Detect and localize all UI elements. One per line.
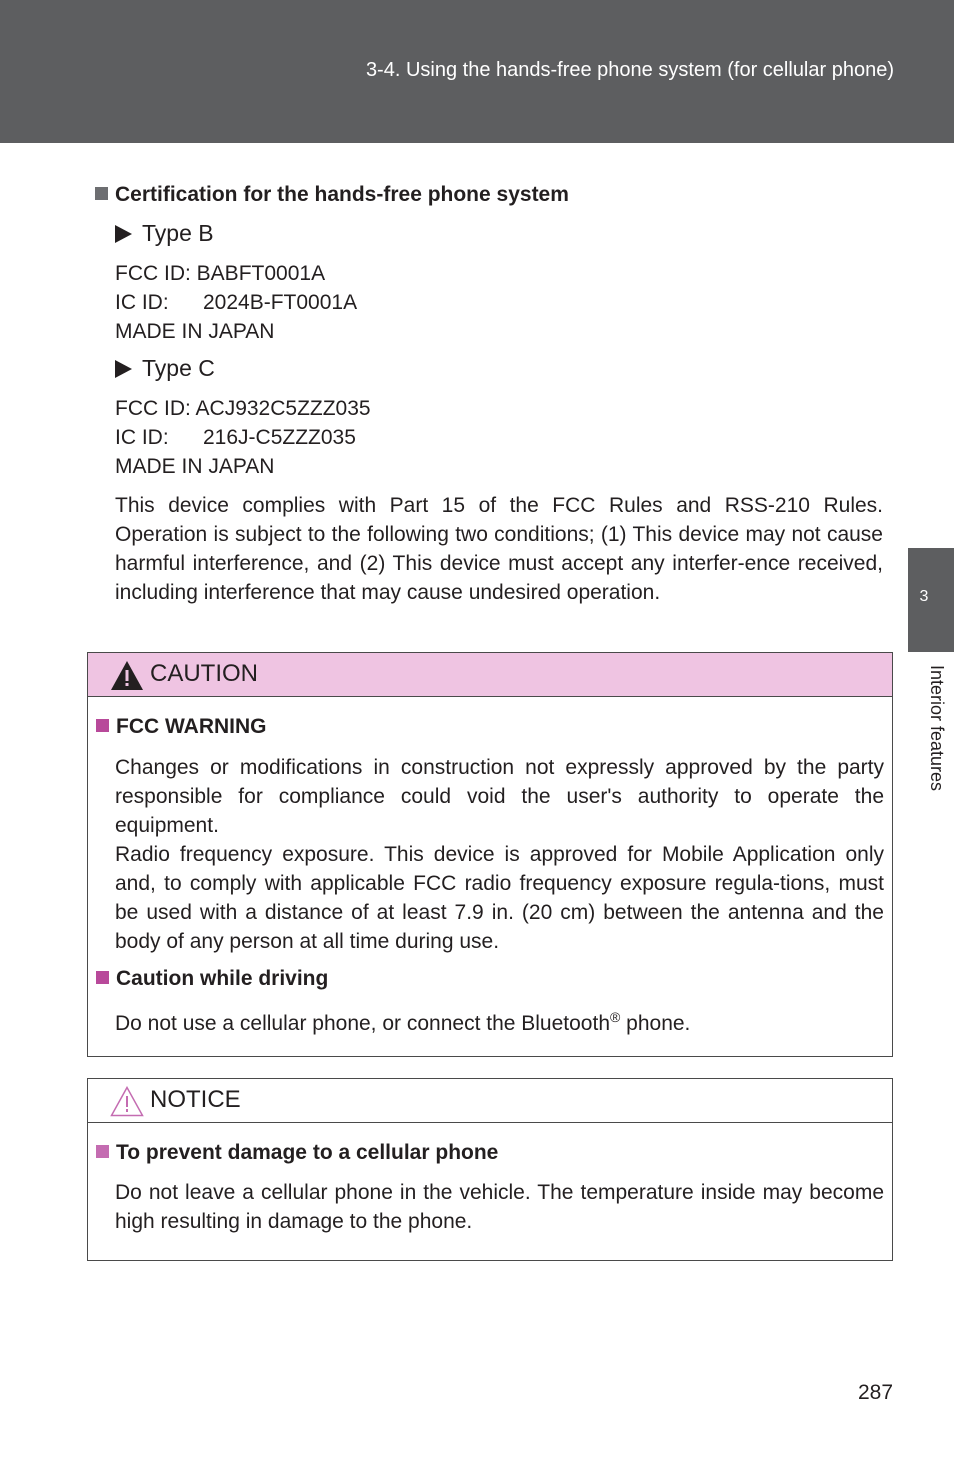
caution-title: CAUTION (150, 660, 258, 687)
fcc-warning-heading-text: FCC WARNING (116, 715, 267, 738)
certification-heading (95, 183, 569, 207)
page-header (0, 0, 954, 143)
chapter-number: 3 (919, 588, 929, 605)
warning-triangle-icon (110, 1086, 144, 1117)
driving-text-pre: Do not use a cellular phone, or connect the Bluetooth (115, 1012, 610, 1035)
type-b-made: MADE IN JAPAN (115, 320, 275, 343)
square-bullet-icon (96, 1145, 109, 1158)
ic-label: IC ID: (115, 291, 169, 314)
notice-title: NOTICE (150, 1086, 241, 1113)
fcc-warning-text-2: Radio frequency exposure. This device is approved for Mobile Application only and, to comply with applicable FCC radio frequency exposure regula-tions, must be used with a distance of at least 7.9 in. (20 cm) between the antenna and the body of any person at all time during use. (115, 843, 884, 953)
type-b-specs (115, 259, 357, 346)
fcc-label: FCC ID: (115, 397, 191, 420)
type-c-heading (115, 355, 215, 382)
driving-heading-text: Caution while driving (116, 967, 329, 990)
notice-box (87, 1078, 893, 1261)
play-arrow-icon (115, 360, 132, 378)
square-bullet-icon (95, 187, 108, 200)
driving-text (115, 1003, 884, 1038)
type-c-specs (115, 394, 371, 481)
ic-value: 2024B-FT0001A (203, 291, 358, 314)
type-c-label: Type C (142, 355, 215, 381)
fcc-value: ACJ932C5ZZZ035 (195, 397, 371, 420)
page-number: 287 (858, 1381, 894, 1404)
notice-text: Do not leave a cellular phone in the vehicle. The temperature inside may become high resulting in damage to the phone. (115, 1181, 884, 1233)
chapter-tab (908, 548, 954, 652)
notice-heading (96, 1141, 498, 1165)
fcc-warning-text (115, 753, 884, 956)
fcc-value: BABFT0001A (196, 262, 326, 285)
driving-heading (96, 967, 328, 991)
ic-label: IC ID: (115, 426, 169, 449)
fcc-warning-heading (96, 715, 267, 739)
caution-header (88, 653, 892, 697)
type-b-label: Type B (142, 220, 214, 246)
type-b-heading (115, 220, 214, 247)
type-c-made: MADE IN JAPAN (115, 455, 275, 478)
type-b-fcc-row (115, 259, 357, 288)
notice-heading-text: To prevent damage to a cellular phone (116, 1141, 499, 1164)
ic-value: 216J-C5ZZZ035 (203, 426, 356, 449)
compliance-paragraph: This device complies with Part 15 of the FCC Rules and RSS-210 Rules. Operation is subject to the following two conditions; (1) This device may not cause harmful interference, and (2) This device must accept any interfer-ence received, including interference that may cause undesired operation. (115, 494, 883, 604)
fcc-warning-text-1: Changes or modifications in construction not expressly approved by the party responsible for compliance could void the user's authority to operate the equipment. (115, 756, 884, 837)
registered-mark: ® (610, 1009, 621, 1025)
caution-box (87, 652, 893, 1057)
square-bullet-icon (96, 971, 109, 984)
type-c-fcc-row (115, 394, 371, 423)
square-bullet-icon (96, 719, 109, 732)
play-arrow-icon (115, 225, 132, 243)
type-c-ic-row (115, 423, 371, 452)
chapter-label: Interior features (927, 665, 947, 792)
driving-text-post: phone. (620, 1012, 691, 1035)
fcc-label: FCC ID: (115, 262, 191, 285)
certification-heading-text: Certification for the hands-free phone system (115, 183, 569, 206)
section-title: 3-4. Using the hands-free phone system (for cellular phone) (365, 59, 894, 81)
type-b-ic-row (115, 288, 357, 317)
notice-header (88, 1079, 892, 1123)
warning-triangle-icon (110, 660, 144, 691)
